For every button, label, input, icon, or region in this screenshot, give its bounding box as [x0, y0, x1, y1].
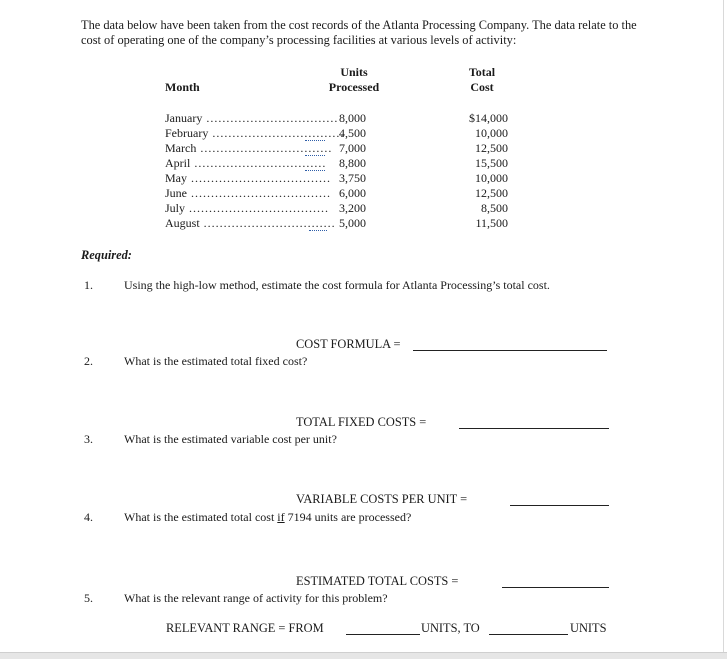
units-cell: 5,000: [339, 216, 366, 230]
header-month: Month: [165, 80, 200, 94]
question-number: 1.: [84, 278, 93, 292]
question-number: 4.: [84, 510, 93, 524]
cost-cell: 15,500: [475, 156, 508, 170]
header-units-line1: Units: [340, 65, 368, 79]
question-text: What is the estimated total cost if 7194 units are processed?: [124, 510, 412, 524]
estimated-total-blank[interactable]: [502, 587, 609, 588]
cost-cell: 10,000: [475, 171, 508, 185]
question-number: 2.: [84, 354, 93, 368]
month-cell: February .................................: [165, 126, 345, 140]
units-cell: 6,000: [339, 186, 366, 200]
month-cell: May ...................................: [165, 171, 331, 185]
cost-cell: 12,500: [475, 186, 508, 200]
range-units-label: UNITS: [570, 621, 607, 635]
units-cell: 8,000: [339, 111, 366, 125]
total-fixed-label: TOTAL FIXED COSTS =: [296, 415, 427, 429]
dotted-mark: [305, 139, 325, 141]
range-to-blank[interactable]: [489, 634, 568, 635]
question-number: 3.: [84, 432, 93, 446]
intro-paragraph: The data below have been taken from the cost records of the Atlanta Processing Company. The data relate to the cost of operating one of the company’s processing facilities at various levels of activity:: [81, 18, 637, 47]
units-cell: 8,800: [339, 156, 366, 170]
dotted-mark: [309, 229, 327, 231]
total-fixed-blank[interactable]: [459, 428, 609, 429]
required-heading: Required:: [81, 248, 132, 262]
month-cell: June ...................................: [165, 186, 331, 200]
horizontal-scrollbar[interactable]: [0, 652, 727, 659]
range-from-label: RELEVANT RANGE = FROM: [166, 621, 324, 635]
month-cell: August .................................: [165, 216, 336, 230]
header-cost-line2: Cost: [470, 80, 494, 94]
cost-formula-label: COST FORMULA =: [296, 337, 401, 351]
question-text: What is the relevant range of activity for this problem?: [124, 591, 388, 605]
cost-formula-blank[interactable]: [413, 350, 607, 351]
dotted-mark: [305, 154, 325, 156]
units-cell: 7,000: [339, 141, 366, 155]
units-cell: 3,200: [339, 201, 366, 215]
question-text: Using the high-low method, estimate the cost formula for Atlanta Processing’s total cost.: [124, 278, 550, 292]
units-cell: 3,750: [339, 171, 366, 185]
variable-per-unit-blank[interactable]: [510, 505, 609, 506]
cost-cell: 10,000: [475, 126, 508, 140]
range-from-blank[interactable]: [346, 634, 420, 635]
cost-cell: 11,500: [475, 216, 508, 230]
question-text: What is the estimated total fixed cost?: [124, 354, 308, 368]
cost-cell: $14,000: [469, 111, 508, 125]
cost-cell: 8,500: [481, 201, 508, 215]
estimated-total-label: ESTIMATED TOTAL COSTS =: [296, 574, 459, 588]
month-cell: July ...................................: [165, 201, 330, 215]
range-to-label: UNITS, TO: [421, 621, 480, 635]
month-cell: January .................................: [165, 111, 339, 125]
header-cost-line1: Total: [468, 65, 496, 79]
variable-per-unit-label: VARIABLE COSTS PER UNIT =: [296, 492, 468, 506]
window-border: [723, 0, 724, 658]
units-cell: 4,500: [339, 126, 366, 140]
month-cell: March .................................: [165, 141, 333, 155]
question-text: What is the estimated variable cost per unit?: [124, 432, 337, 446]
question-number: 5.: [84, 591, 93, 605]
month-cell: April .................................: [165, 156, 327, 170]
header-units-line2: Processed: [328, 80, 380, 94]
cost-cell: 12,500: [475, 141, 508, 155]
dotted-mark: [305, 169, 325, 171]
